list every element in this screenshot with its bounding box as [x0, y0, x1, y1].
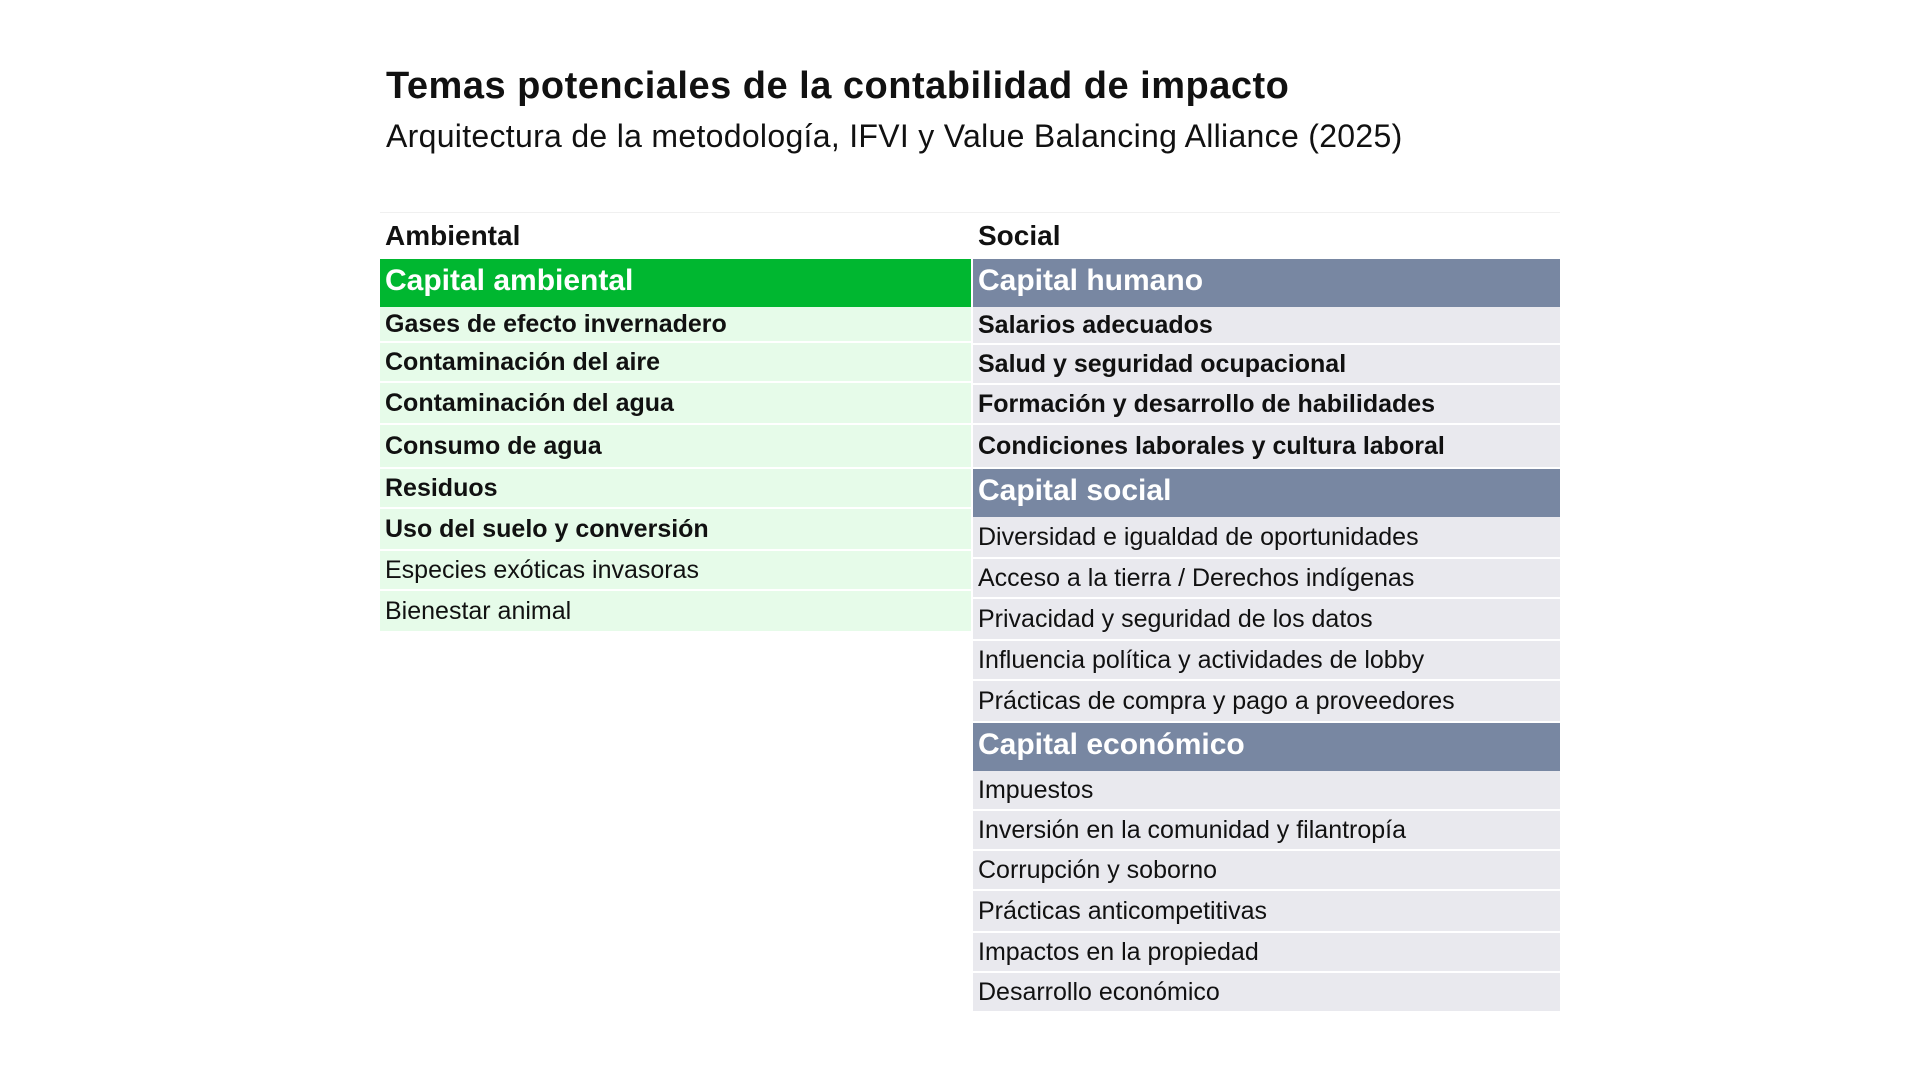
- topic-row: Desarrollo económico: [973, 973, 1560, 1013]
- topic-row: Acceso a la tierra / Derechos indígenas: [973, 559, 1560, 599]
- topic-row: Especies exóticas invasoras: [380, 551, 971, 591]
- topic-row: Prácticas anticompetitivas: [973, 891, 1560, 933]
- column-heading-social: Social: [973, 213, 1560, 259]
- column-heading-ambiental: Ambiental: [380, 213, 971, 259]
- topic-row: Uso del suelo y conversión: [380, 509, 971, 551]
- topic-row: Bienestar animal: [380, 591, 971, 633]
- topic-row: Contaminación del aire: [380, 343, 971, 383]
- topic-row: Inversión en la comunidad y filantropía: [973, 811, 1560, 851]
- column-ambiental: [380, 213, 971, 1013]
- page-title: Temas potenciales de la contabilidad de impacto: [386, 65, 1290, 107]
- capital-economico-header: Capital económico: [973, 723, 1560, 771]
- capital-social-header: Capital social: [973, 469, 1560, 517]
- topic-row: Diversidad e igualdad de oportunidades: [973, 517, 1560, 559]
- topic-row: Salarios adecuados: [973, 307, 1560, 345]
- page-subtitle: Arquitectura de la metodología, IFVI y Value Balancing Alliance (2025): [386, 118, 1403, 154]
- topic-row: Influencia política y actividades de lobby: [973, 641, 1560, 681]
- topic-row: Gases de efecto invernadero: [380, 307, 971, 343]
- topic-row: Impuestos: [973, 771, 1560, 811]
- document: [385, 62, 1564, 1006]
- topic-row: Prácticas de compra y pago a proveedores: [973, 681, 1560, 723]
- topic-row: Impactos en la propiedad: [973, 933, 1560, 973]
- topic-row: Condiciones laborales y cultura laboral: [973, 425, 1560, 469]
- topic-row: Consumo de agua: [380, 425, 971, 469]
- capital-humano-header: Capital humano: [973, 259, 1560, 307]
- topic-row: Residuos: [380, 469, 971, 509]
- topic-row: Privacidad y seguridad de los datos: [973, 599, 1560, 641]
- topic-row: Formación y desarrollo de habilidades: [973, 385, 1560, 425]
- topics-table: [380, 212, 1560, 1013]
- capital-ambiental-header: Capital ambiental: [380, 259, 971, 307]
- topic-row: Salud y seguridad ocupacional: [973, 345, 1560, 385]
- topic-row: Corrupción y soborno: [973, 851, 1560, 891]
- topic-row: Contaminación del agua: [380, 383, 971, 425]
- column-social: [973, 213, 1560, 1013]
